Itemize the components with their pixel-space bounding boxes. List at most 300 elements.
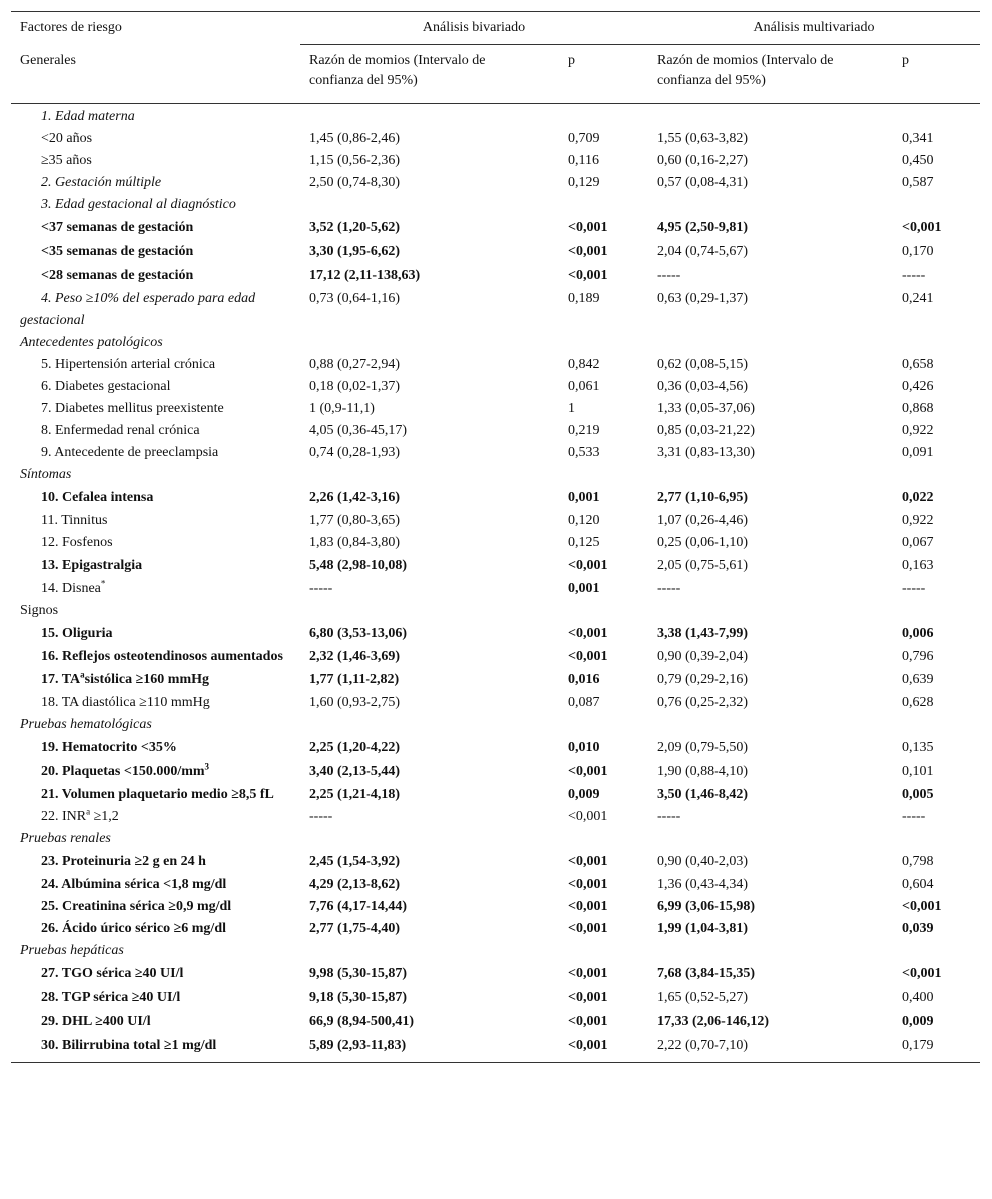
bivariate-p: <0,001 [568, 220, 608, 235]
factor-label [11, 874, 300, 896]
factor-label-text: 11. Tinnitus [41, 513, 108, 528]
multivariate-p: ----- [902, 581, 926, 596]
table-row [11, 874, 980, 896]
bivariate-p: <0,001 [568, 626, 608, 641]
bivariate-or-ci: 9,18 (5,30-15,87) [309, 990, 407, 1005]
table-row [11, 986, 980, 1010]
empty-cell [559, 714, 648, 736]
bivariate-or-ci: 4,29 (2,13-8,62) [309, 877, 400, 892]
multivariate-or-ci: 4,95 (2,50-9,81) [657, 220, 749, 235]
bivariate-p: 0,116 [568, 153, 599, 168]
multivariate-or-ci [648, 104, 893, 129]
bivariate-p: 0,533 [568, 445, 600, 460]
empty-cell [300, 464, 559, 486]
table-row [11, 532, 980, 554]
bivariate-or-ci: 2,25 (1,20-4,22) [309, 740, 400, 755]
empty-cell [300, 600, 559, 622]
bivariate-p: 0,842 [568, 357, 600, 372]
factor-label [11, 760, 300, 784]
table-row [11, 172, 980, 194]
factor-label-suffix: ≥1,2 [90, 809, 119, 824]
multivariate-or-ci: 1,36 (0,43-4,34) [657, 877, 749, 892]
table-row [11, 510, 980, 532]
bivariate-p: <0,001 [568, 921, 608, 936]
factor-label [11, 128, 300, 150]
multivariate-p: 0,009 [902, 1014, 934, 1029]
risk-factors-table-container [11, 11, 980, 1063]
empty-cell [559, 332, 648, 354]
table-row [11, 828, 980, 850]
empty-cell [893, 828, 980, 850]
factor-label [11, 216, 300, 240]
multivariate-or-ci: 2,09 (0,79-5,50) [657, 740, 749, 755]
table-row [11, 622, 980, 646]
factor-label [11, 578, 300, 600]
multivariate-or-ci: ----- [657, 809, 681, 824]
bivariate-p: 0,001 [568, 490, 600, 505]
multivariate-p-header: p [893, 45, 980, 104]
multivariate-or-ci: 0,36 (0,03-4,56) [657, 379, 749, 394]
empty-cell [893, 940, 980, 962]
multivariate-or-ci: 1,65 (0,52-5,27) [657, 990, 749, 1005]
table-row [11, 646, 980, 668]
multivariate-p: 0,587 [902, 175, 934, 190]
factor-label-text: 29. DHL ≥400 UI/l [41, 1014, 151, 1029]
bivariate-or-ci: 1,45 (0,86-2,46) [309, 131, 400, 146]
multivariate-or-ci [648, 194, 893, 216]
table-row [11, 354, 980, 376]
factor-label-text: 12. Fosfenos [41, 535, 113, 550]
multivariate-p: 0,400 [902, 990, 934, 1005]
multivariate-p: <0,001 [902, 220, 942, 235]
multivariate-or-ci: 0,79 (0,29-2,16) [657, 672, 749, 687]
bivariate-or-ci: 3,30 (1,95-6,62) [309, 244, 400, 259]
table-row [11, 600, 980, 622]
multivariate-p: 0,922 [902, 513, 934, 528]
table-row [11, 442, 980, 464]
multivariate-or-ci: 1,55 (0,63-3,82) [657, 131, 749, 146]
multivariate-p: 0,163 [902, 558, 934, 573]
bivariate-or-ci: 1,77 (0,80-3,65) [309, 513, 400, 528]
factor-label [11, 264, 300, 288]
bivariate-or-ci: 5,89 (2,93-11,83) [300, 1034, 559, 1063]
multivariate-or-ci: 0,90 (0,39-2,04) [657, 649, 749, 664]
multivariate-or-ci-header: Razón de momios (Intervalo de confianza del 95%) [648, 45, 893, 104]
factor-label-text: 14. Disnea [41, 581, 101, 596]
footnote-mark: a [86, 806, 91, 817]
col-factors-header: Factores de riesgo [11, 12, 300, 45]
bivariate-or-ci: 1,77 (1,11-2,82) [309, 672, 400, 687]
bivariate-or-ci: 4,05 (0,36-45,17) [309, 423, 407, 438]
empty-cell [300, 828, 559, 850]
bivariate-or-ci: 3,52 (1,20-5,62) [309, 220, 400, 235]
bivariate-or-ci: ----- [309, 809, 333, 824]
factor-label [11, 194, 300, 216]
multivariate-p: 0,639 [902, 672, 934, 687]
table-row [11, 150, 980, 172]
table-row [11, 376, 980, 398]
factor-label [11, 442, 300, 464]
multivariate-or-ci: 0,63 (0,29-1,37) [657, 291, 749, 306]
bivariate-p: 1 [568, 401, 575, 416]
table-row [11, 784, 980, 806]
multivariate-p: 0,628 [902, 695, 934, 710]
empty-cell [893, 714, 980, 736]
footnote-mark: 3 [204, 761, 210, 772]
empty-cell [648, 332, 893, 354]
multivariate-p: 0,922 [902, 423, 934, 438]
bivariate-or-ci: 9,98 (5,30-15,87) [309, 966, 407, 981]
factor-label [11, 986, 300, 1010]
factor-label [11, 332, 300, 354]
table-row [11, 760, 980, 784]
table-row [11, 104, 980, 129]
multivariate-or-ci: 2,04 (0,74-5,67) [657, 244, 749, 259]
footnote-mark: * [100, 578, 106, 589]
bivariate-or-ci: 2,25 (1,21-4,18) [309, 787, 400, 802]
factor-label-text: 18. TA diastólica ≥110 mmHg [41, 695, 210, 710]
factor-label-text: 8. Enfermedad renal crónica [41, 423, 200, 438]
multivariate-or-ci: 0,57 (0,08-4,31) [657, 175, 749, 190]
factor-label [11, 646, 300, 668]
bivariate-or-ci: 1,60 (0,93-2,75) [309, 695, 400, 710]
factor-label-text: 27. TGO sérica ≥40 UI/l [41, 966, 184, 981]
factor-label [11, 622, 300, 646]
factor-label-text: 20. Plaquetas <150.000/mm [41, 764, 205, 779]
empty-cell [893, 332, 980, 354]
multivariate-or-ci: 2,22 (0,70-7,10) [648, 1034, 893, 1063]
bivariate-p: <0,001 [568, 809, 608, 824]
factor-label-text: 15. Oliguria [41, 626, 113, 641]
multivariate-or-ci: 1,99 (1,04-3,81) [657, 921, 749, 936]
empty-cell [648, 828, 893, 850]
multivariate-p: <0,001 [902, 899, 942, 914]
factor-label [11, 288, 300, 332]
factor-label [11, 420, 300, 442]
bivariate-p-header: p [559, 45, 648, 104]
multivariate-p: 0,798 [902, 854, 934, 869]
factor-label-text: 4. Peso ≥10% del esperado para edad gestacional [20, 291, 256, 328]
bivariate-p: 0,125 [568, 535, 600, 550]
bivariate-or-ci [300, 194, 559, 216]
bivariate-or-ci: 0,73 (0,64-1,16) [309, 291, 400, 306]
empty-cell [300, 714, 559, 736]
factor-label-text: 10. Cefalea intensa [41, 490, 154, 505]
bivariate-p: <0,001 [568, 899, 608, 914]
multivariate-or-ci: 1,90 (0,88-4,10) [657, 764, 749, 779]
bivariate-or-ci: 7,76 (4,17-14,44) [309, 899, 407, 914]
multivariate-p [893, 194, 980, 216]
table-row [11, 264, 980, 288]
bivariate-or-ci: 2,32 (1,46-3,69) [309, 649, 400, 664]
bivariate-p: <0,001 [568, 990, 608, 1005]
factor-label-text: 1. Edad materna [41, 109, 135, 124]
bivariate-or-ci: 1,15 (0,56-2,36) [309, 153, 400, 168]
bivariate-or-ci: 1 (0,9-11,1) [309, 401, 375, 416]
factor-label [11, 714, 300, 736]
factor-label-text: ≥35 años [41, 153, 92, 168]
factor-label-text: 24. Albúmina sérica <1,8 mg/dl [41, 877, 227, 892]
factor-label [11, 464, 300, 486]
multivariate-or-ci: 3,38 (1,43-7,99) [657, 626, 749, 641]
factor-label-text: 30. Bilirrubina total ≥1 mg/dl [41, 1038, 217, 1053]
factor-label [11, 806, 300, 828]
bivariate-or-ci: 2,26 (1,42-3,16) [309, 490, 400, 505]
bivariate-or-ci-header: Razón de momios (Intervalo de confianza del 95%) [300, 45, 559, 104]
bivariate-p: 0,009 [568, 787, 600, 802]
header-row-columns [11, 45, 980, 104]
factor-label [11, 172, 300, 194]
bivariate-p: <0,001 [568, 244, 608, 259]
bivariate-or-ci: 2,45 (1,54-3,92) [309, 854, 400, 869]
factor-label [11, 600, 300, 622]
factor-label-text: <20 años [41, 131, 93, 146]
factor-label-text: 17. TA [41, 672, 81, 687]
multivariate-p: 0,039 [902, 921, 934, 936]
bivariate-p: 0,219 [568, 423, 600, 438]
bivariate-p: <0,001 [568, 1014, 608, 1029]
factor-label [11, 896, 300, 918]
multivariate-or-ci: 0,25 (0,06-1,10) [657, 535, 749, 550]
table-row [11, 464, 980, 486]
factor-label [11, 668, 300, 692]
bivariate-p: 0,010 [568, 740, 600, 755]
empty-cell [559, 464, 648, 486]
empty-cell [300, 940, 559, 962]
table-row [11, 1034, 980, 1063]
table-row [11, 332, 980, 354]
factor-label [11, 486, 300, 510]
table-row [11, 668, 980, 692]
multivariate-p [893, 104, 980, 129]
table-row [11, 806, 980, 828]
bivariate-or-ci: 6,80 (3,53-13,06) [309, 626, 407, 641]
bivariate-or-ci: 0,88 (0,27-2,94) [309, 357, 400, 372]
factor-label [11, 784, 300, 806]
empty-cell [648, 714, 893, 736]
multivariate-or-ci: 0,76 (0,25-2,32) [657, 695, 749, 710]
bivariate-group-header: Análisis bivariado [300, 12, 648, 45]
bivariate-or-ci: 0,18 (0,02-1,37) [309, 379, 400, 394]
bivariate-p: <0,001 [568, 764, 608, 779]
table-row [11, 918, 980, 940]
table-row [11, 420, 980, 442]
factor-label [11, 736, 300, 760]
col-general-header: Generales [11, 45, 300, 104]
multivariate-p: 0,604 [902, 877, 934, 892]
factor-label-text: <28 semanas de gestación [41, 268, 194, 283]
empty-cell [648, 600, 893, 622]
bivariate-p: <0,001 [568, 649, 608, 664]
factor-label-text: 22. INR [41, 809, 87, 824]
factor-label-text: 25. Creatinina sérica ≥0,9 mg/dl [41, 899, 232, 914]
table-row [11, 288, 980, 332]
factor-label [11, 398, 300, 420]
header-row-groups [11, 12, 980, 45]
bivariate-p: <0,001 [568, 877, 608, 892]
multivariate-p: 0,796 [902, 649, 934, 664]
table-row [11, 1010, 980, 1034]
multivariate-p: 0,868 [902, 401, 934, 416]
multivariate-p: 0,022 [902, 490, 934, 505]
risk-factors-table [11, 11, 980, 1063]
table-row [11, 962, 980, 986]
factor-label [11, 104, 300, 129]
bivariate-p: 0,189 [568, 291, 600, 306]
factor-label-text: <35 semanas de gestación [41, 244, 194, 259]
multivariate-p: 0,658 [902, 357, 934, 372]
factor-label [11, 692, 300, 714]
table-body [11, 104, 980, 1063]
bivariate-p: <0,001 [568, 966, 608, 981]
multivariate-or-ci: 0,60 (0,16-2,27) [657, 153, 749, 168]
bivariate-or-ci: 17,12 (2,11-138,63) [309, 268, 421, 283]
factor-label-text: 3. Edad gestacional al diagnóstico [41, 197, 236, 212]
bivariate-or-ci: 5,48 (2,98-10,08) [309, 558, 407, 573]
bivariate-p: 0,061 [568, 379, 600, 394]
multivariate-or-ci: ----- [657, 268, 681, 283]
multivariate-p: 0,341 [902, 131, 934, 146]
bivariate-or-ci: 1,83 (0,84-3,80) [309, 535, 400, 550]
bivariate-or-ci: ----- [309, 581, 333, 596]
multivariate-or-ci: 0,90 (0,40-2,03) [657, 854, 749, 869]
factor-label-text: 5. Hipertensión arterial crónica [41, 357, 216, 372]
factor-label [11, 1010, 300, 1034]
factor-label [11, 150, 300, 172]
bivariate-or-ci: 2,50 (0,74-8,30) [309, 175, 400, 190]
factor-label [11, 828, 300, 850]
table-row [11, 216, 980, 240]
factor-label-text: 9. Antecedente de preeclampsia [41, 445, 219, 460]
empty-cell [300, 332, 559, 354]
multivariate-p: 0,006 [902, 626, 934, 641]
multivariate-p: 0,135 [902, 740, 934, 755]
bivariate-p: 0,087 [568, 695, 600, 710]
factor-label [11, 918, 300, 940]
empty-cell [893, 600, 980, 622]
bivariate-or-ci: 0,74 (0,28-1,93) [309, 445, 400, 460]
factor-label-text: 6. Diabetes gestacional [41, 379, 171, 394]
table-row [11, 554, 980, 578]
factor-label-text: 16. Reflejos osteotendinosos aumentados [41, 649, 283, 664]
multivariate-or-ci: 7,68 (3,84-15,35) [657, 966, 756, 981]
empty-cell [893, 464, 980, 486]
multivariate-p: 0,450 [902, 153, 934, 168]
multivariate-p: <0,001 [902, 966, 942, 981]
multivariate-or-ci: 0,85 (0,03-21,22) [657, 423, 756, 438]
multivariate-p: 0,005 [902, 787, 934, 802]
multivariate-p: 0,241 [902, 291, 934, 306]
factor-label-text: 13. Epigastralgia [41, 558, 143, 573]
table-row [11, 240, 980, 264]
factor-label-text: 19. Hematocrito <35% [41, 740, 177, 755]
factor-label-text: Pruebas hematológicas [20, 717, 152, 732]
empty-cell [559, 828, 648, 850]
multivariate-p: 0,091 [902, 445, 934, 460]
factor-label [11, 354, 300, 376]
multivariate-p: 0,101 [902, 764, 934, 779]
multivariate-or-ci: 17,33 (2,06-146,12) [657, 1014, 770, 1029]
table-row [11, 714, 980, 736]
footnote-mark: a [80, 669, 85, 680]
table-row [11, 486, 980, 510]
multivariate-p: 0,170 [902, 244, 934, 259]
factor-label-text: <37 semanas de gestación [41, 220, 194, 235]
bivariate-p: 0,709 [568, 131, 600, 146]
multivariate-or-ci: ----- [657, 581, 681, 596]
factor-label [11, 240, 300, 264]
factor-label-text: 21. Volumen plaquetario medio ≥8,5 fL [41, 787, 274, 802]
factor-label-text: Síntomas [20, 467, 72, 482]
factor-label [11, 510, 300, 532]
factor-label-text: 2. Gestación múltiple [41, 175, 162, 190]
bivariate-or-ci [300, 104, 559, 129]
empty-cell [648, 464, 893, 486]
factor-label [11, 532, 300, 554]
factor-label-text: Pruebas hepáticas [20, 943, 124, 958]
table-row [11, 736, 980, 760]
factor-label-text: 23. Proteinuria ≥2 g en 24 h [41, 854, 206, 869]
factor-label-text: Signos [20, 603, 59, 618]
multivariate-p: 0,179 [893, 1034, 980, 1063]
factor-label [11, 850, 300, 874]
table-row [11, 578, 980, 600]
multivariate-or-ci: 6,99 (3,06-15,98) [657, 899, 756, 914]
factor-label-text: 28. TGP sérica ≥40 UI/l [41, 990, 181, 1005]
multivariate-or-ci: 2,77 (1,10-6,95) [657, 490, 749, 505]
bivariate-p [559, 104, 648, 129]
table-row [11, 940, 980, 962]
multivariate-or-ci: 1,33 (0,05-37,06) [657, 401, 756, 416]
factor-label-text: Pruebas renales [20, 831, 111, 846]
bivariate-p [559, 194, 648, 216]
bivariate-p: <0,001 [568, 268, 608, 283]
bivariate-p: 0,016 [568, 672, 600, 687]
table-row [11, 896, 980, 918]
factor-label-text: 7. Diabetes mellitus preexistente [41, 401, 224, 416]
bivariate-p: <0,001 [559, 1034, 648, 1063]
factor-label [11, 376, 300, 398]
multivariate-or-ci: 2,05 (0,75-5,61) [657, 558, 749, 573]
table-row [11, 128, 980, 150]
multivariate-or-ci: 0,62 (0,08-5,15) [657, 357, 749, 372]
bivariate-p: <0,001 [568, 854, 608, 869]
multivariate-p: ----- [902, 809, 926, 824]
empty-cell [559, 600, 648, 622]
table-row [11, 850, 980, 874]
factor-label [11, 962, 300, 986]
bivariate-or-ci: 2,77 (1,75-4,40) [309, 921, 400, 936]
factor-label [11, 1034, 300, 1063]
table-row [11, 194, 980, 216]
factor-label-text: 26. Ácido úrico sérico ≥6 mg/dl [41, 921, 226, 936]
bivariate-p: 0,120 [568, 513, 600, 528]
bivariate-p: 0,129 [568, 175, 600, 190]
factor-label [11, 940, 300, 962]
multivariate-or-ci: 3,31 (0,83-13,30) [657, 445, 756, 460]
multivariate-group-header: Análisis multivariado [648, 12, 980, 45]
multivariate-or-ci: 3,50 (1,46-8,42) [657, 787, 749, 802]
factor-label-text: Antecedentes patológicos [20, 335, 163, 350]
empty-cell [648, 940, 893, 962]
multivariate-p: 0,426 [902, 379, 934, 394]
factor-label-suffix: sistólica ≥160 mmHg [84, 672, 209, 687]
table-row [11, 692, 980, 714]
bivariate-p: 0,001 [568, 581, 600, 596]
factor-label [11, 554, 300, 578]
table-row [11, 398, 980, 420]
multivariate-or-ci: 1,07 (0,26-4,46) [657, 513, 749, 528]
